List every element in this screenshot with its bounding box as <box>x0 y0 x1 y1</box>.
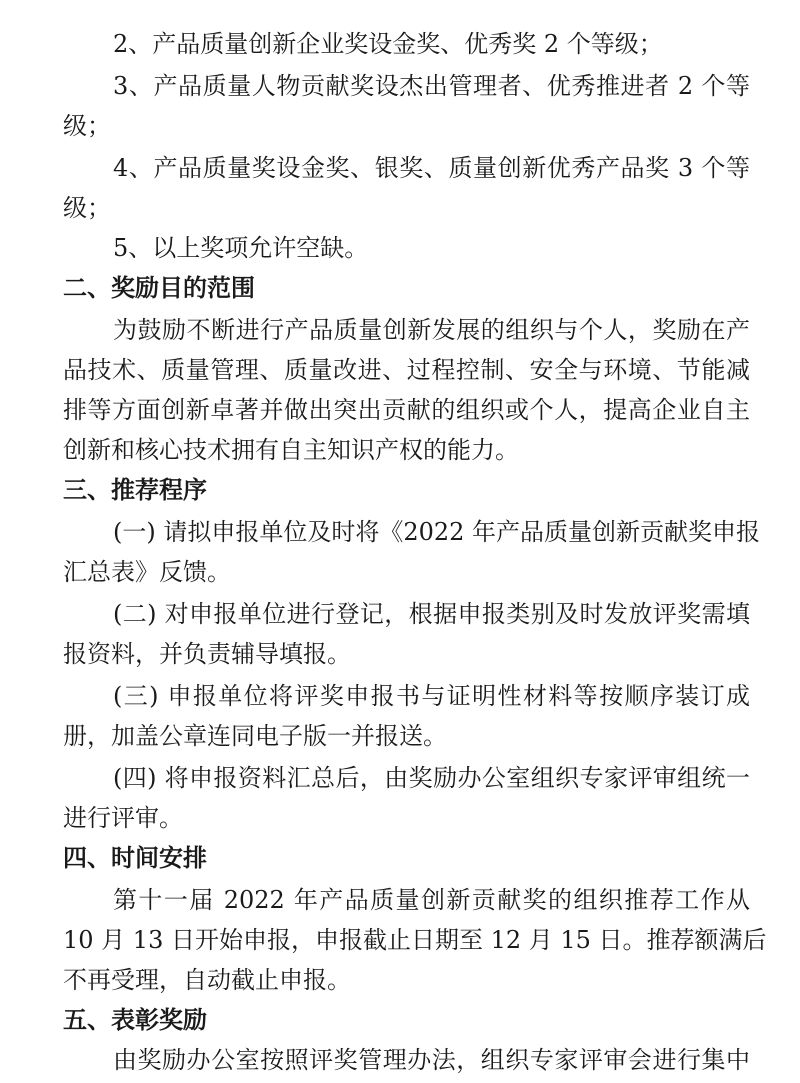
section-heading-2: 二、奖励目的范围 <box>63 274 255 302</box>
list-item-4-line-2: 级； <box>63 194 111 222</box>
list-item-5: 5、以上奖项允许空缺。 <box>113 234 369 262</box>
paragraph-line: (三) 申报单位将评奖申报书与证明性材料等按顺序装订成 <box>113 682 750 710</box>
paragraph-line: 报资料，并负责辅导填报。 <box>63 640 351 668</box>
paragraph-line: 不再受理，自动截止申报。 <box>63 966 351 994</box>
list-item-3-line-2: 级； <box>63 112 111 140</box>
paragraph-line: 册，加盖公章连同电子版一并报送。 <box>63 722 447 750</box>
paragraph-line: 10 月 13 日开始申报，申报截止日期至 12 月 15 日。推荐额满后 <box>63 926 767 954</box>
paragraph-line: 为鼓励不断进行产品质量创新发展的组织与个人，奖励在产 <box>113 316 750 344</box>
paragraph-line: 进行评审。 <box>63 804 183 832</box>
list-item-4-line-1: 4、产品质量奖设金奖、银奖、质量创新优秀产品奖 3 个等 <box>113 154 750 182</box>
paragraph-line: (二) 对申报单位进行登记，根据申报类别及时发放评奖需填 <box>113 600 750 628</box>
paragraph-line: 第十一届 2022 年产品质量创新贡献奖的组织推荐工作从 <box>113 886 750 914</box>
paragraph-line: 排等方面创新卓著并做出突出贡献的组织或个人，提高企业自主 <box>63 396 750 424</box>
list-item-3-line-1: 3、产品质量人物贡献奖设杰出管理者、优秀推进者 2 个等 <box>113 72 750 100</box>
paragraph-line: (四) 将申报资料汇总后，由奖励办公室组织专家评审组统一 <box>113 764 750 792</box>
section-heading-3: 三、推荐程序 <box>63 476 207 504</box>
paragraph-line: 创新和核心技术拥有自主知识产权的能力。 <box>63 436 519 464</box>
list-item-2: 2、产品质量创新企业奖设金奖、优秀奖 2 个等级； <box>113 30 663 58</box>
paragraph-line: 由奖励办公室按照评奖管理办法，组织专家评审会进行集中 <box>113 1046 750 1074</box>
section-heading-4: 四、时间安排 <box>63 844 207 872</box>
paragraph-line: 品技术、质量管理、质量改进、过程控制、安全与环境、节能减 <box>63 356 750 384</box>
paragraph-line: 汇总表》反馈。 <box>63 558 231 586</box>
section-heading-5: 五、表彰奖励 <box>63 1006 207 1034</box>
paragraph-line: (一) 请拟申报单位及时将《2022 年产品质量创新贡献奖申报 <box>113 518 761 546</box>
